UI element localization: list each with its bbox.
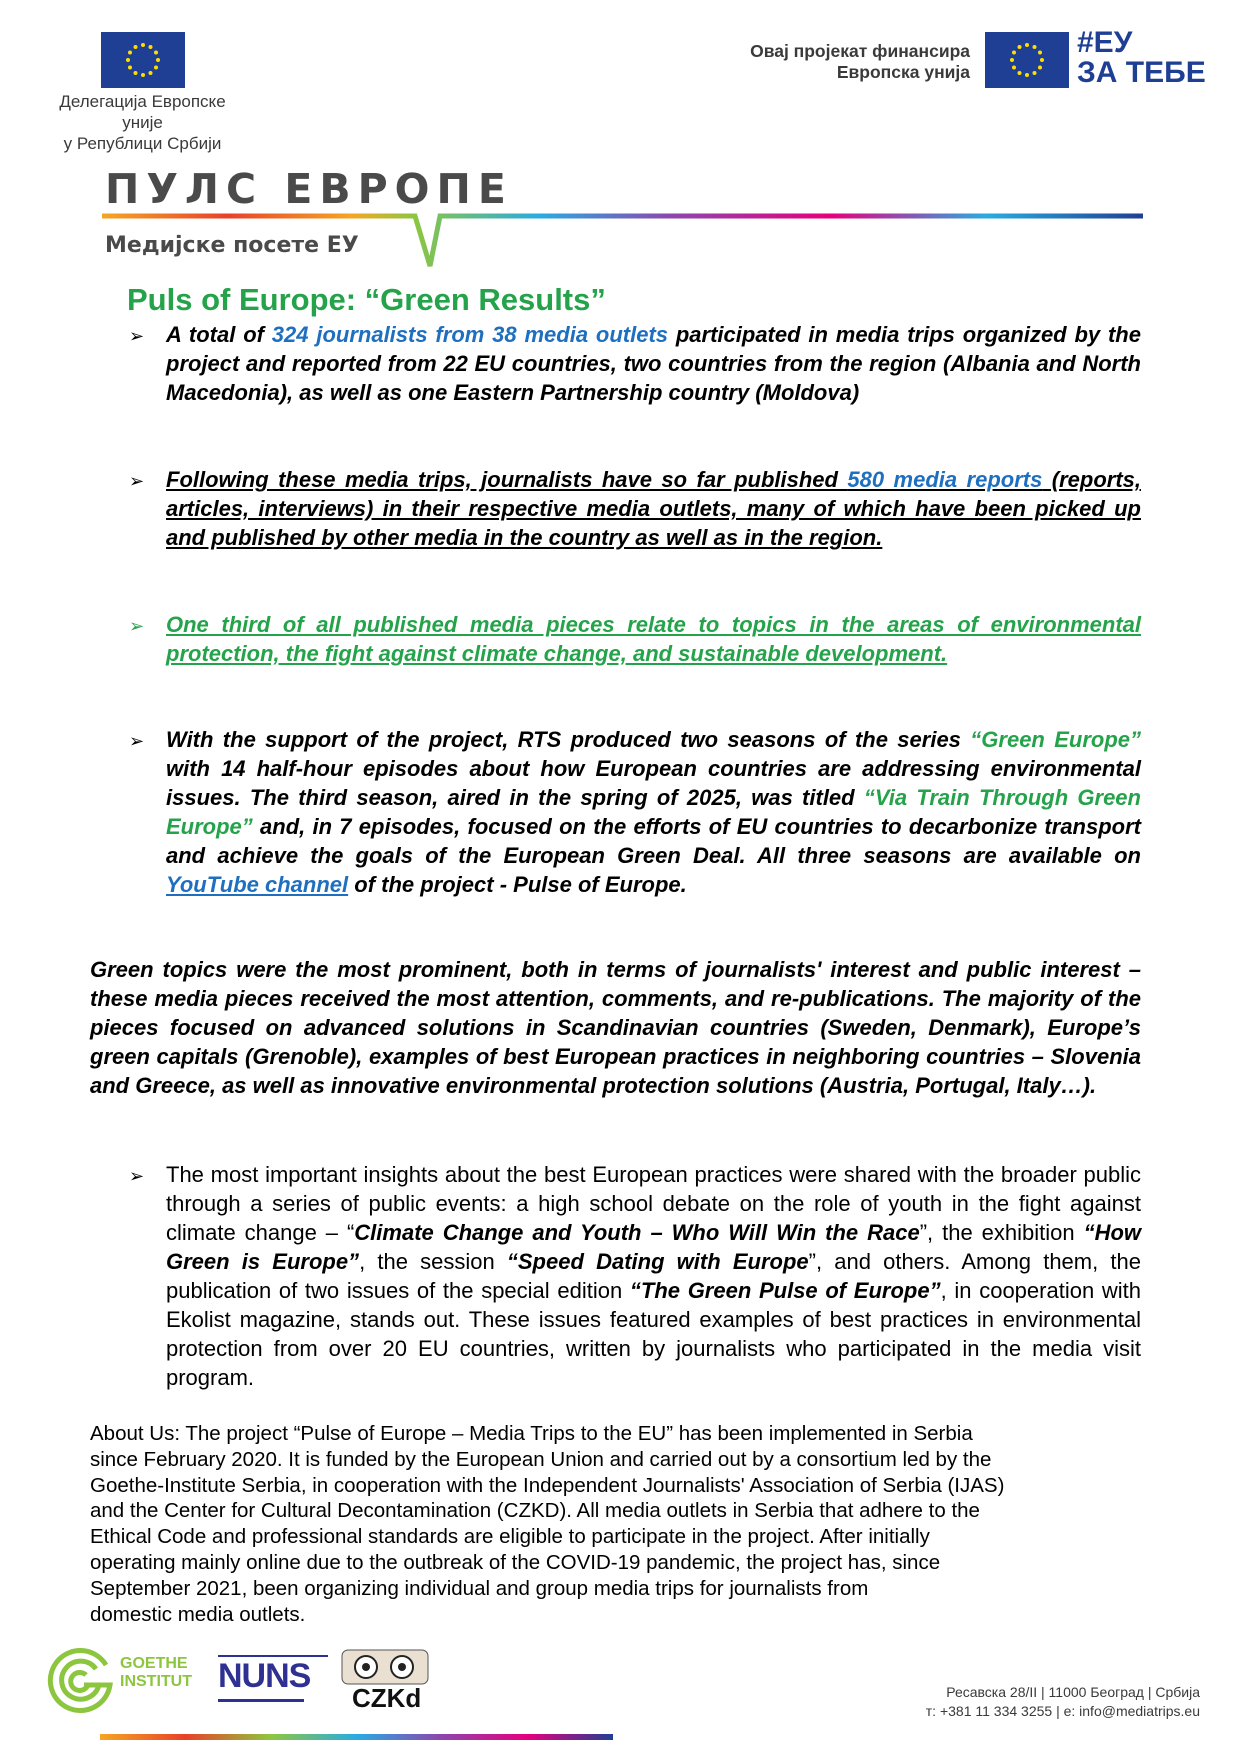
bullet-arrow-icon: ➢ [129,471,145,491]
eu-funding-logo [985,32,1069,88]
goethe-logo-icon [44,1645,116,1717]
eu-flag-icon [985,32,1069,88]
bullet-arrow-icon: ➢ [129,326,145,346]
text-span: participated in media trips organized by the project and reported from 22 EU countries, two countries from the region (Albania and North Macedonia), as well as one Eastern Partnership country (Moldova) [166,322,1141,405]
about-line: Goethe-Institute Serbia, in cooperation with the Independent Journalists' Association of Serbia (IJAS) [90,1473,1005,1497]
text-span: and, in 7 episodes, focused on the efforts of EU countries to decarbonize transport and achieve the goals of the European Green Deal. All three seasons are available on [166,814,1141,868]
eu-for-you-logo [1077,28,1206,88]
footer-color-bar [100,1734,613,1740]
funding-caption-line1: Овај пројекат финансира [750,41,970,61]
footer-contact: т: +381 11 334 3255 | e: info@mediatrips.eu [925,1703,1200,1719]
text-span: ”, the exhibition [919,1220,1084,1245]
about-us [90,1421,1150,1627]
page-title: Puls of Europe: “Green Results” [127,282,606,317]
text-span: , in cooperation with Ekolist magazine, stands out. These issues featured examples of best practices in environmental protection from over 20 EU countries, written by journalists who participated in the media visit program. [166,1278,1141,1390]
text-span: A total of [166,322,272,347]
eu-delegation-caption-line2: у Републици Србији [63,134,222,153]
bullet-journalists [166,320,1141,407]
text-span: The most important insights about the best European practices were shared with the broader public through a series of public events: a high school debate on the role of youth in the fight against climate change – “ [166,1162,1141,1245]
nuns-logo-text: NUNS [218,1657,311,1695]
eu-delegation-caption [40,91,245,154]
bullet-public-events [166,1160,1141,1392]
text-span: , the session [359,1249,507,1274]
green-topics-paragraph: Green topics were the most prominent, both in terms of journalists' interest and public interest – these media pieces received the most attention, comments, and re-publications. The majority of the pieces focused on advanced solutions in Scandinavian countries (Sweden, Denmark), Europe’s green capitals (Grenoble), examples of best European practices in neighboring countries – Slovenia and Greece, as well as innovative environmental protection solutions (Austria, Portugal, Italy…). [90,957,1141,1098]
text-span: (reports, articles, interviews) in their respective media outlets, many of which have been picked up and published by other media in the country as well as in the region. [166,467,1141,550]
text-span: One third of all published media pieces relate to topics in the areas of environmental protection, the fight against climate change, and sustainable development. [166,612,1141,666]
bullet-green-topics [166,610,1141,668]
eu-delegation-logo [101,32,185,88]
eu-delegation-caption-line1: Делегација Европске уније [59,92,226,132]
about-line: September 2021, been organizing individual and group media trips for journalists from [90,1576,869,1600]
text-span: with 14 half-hour episodes about how European countries are addressing environmental issues. The third season, aired in the spring of 2025, was titled [166,756,1141,810]
media-reports-highlight: 580 media reports [847,467,1043,492]
nuns-logo [218,1655,328,1709]
youtube-channel-link[interactable]: YouTube channel [166,872,349,897]
about-line: and the Center for Cultural Decontamination (CZKD). All media outlets in Serbia that adhere to the [90,1499,980,1523]
goethe-line1: GOETHE [120,1655,188,1672]
exhibition-title: “How Green is Europe” [166,1220,1142,1274]
brand-title: ПУЛС ЕВРОПЕ [105,165,513,213]
season-title-highlight: “Via Train Through Green Europe” [166,785,1141,839]
bullet-arrow-icon: ➢ [129,1166,145,1186]
text-span: With the support of the project, RTS produced two seasons of the series [166,727,971,752]
about-line: Ethical Code and professional standards are eligible to participate in the project. After initially [90,1525,930,1549]
footer-address-block [780,1683,1200,1721]
about-line: operating mainly online due to the outbreak of the COVID-19 pandemic, the project has, since [90,1550,941,1574]
hashtag-line2: ЗА ТЕБЕ [1077,56,1206,89]
bullet-media-reports [166,465,1141,552]
about-line: About Us: The project “Pulse of Europe – Media Trips to the EU” has been implemented in Serbia [90,1422,973,1445]
series-title-highlight: “Green Europe” [970,727,1142,752]
czkd-logo-text: CZKd [352,1683,422,1713]
about-line: since February 2020. It is funded by the European Union and carried out by a consortium led by the [90,1447,992,1471]
goethe-line2: INSTITUT [120,1673,192,1690]
journalists-count-highlight: 324 journalists from 38 media outlets [271,322,669,347]
footer-address: Ресавска 28/II | 11000 Београд | Србија [946,1684,1200,1700]
goethe-logo-text [120,1655,192,1691]
bullet-arrow-icon: ➢ [129,616,145,636]
text-span: ”, and others. Among them, the publication of two issues of the special edition [166,1249,1141,1303]
brand-subtitle: Медијске посете ЕУ [105,233,359,258]
funding-caption [700,41,970,83]
hashtag-line1: #ЕУ [1077,26,1133,59]
eu-flag-icon [101,32,185,88]
about-line: domestic media outlets. [90,1602,306,1626]
edition-title: “The Green Pulse of Europe” [629,1278,941,1303]
session-title: “Speed Dating with Europe [506,1249,809,1274]
bullet-rts-series [166,725,1141,899]
funding-caption-line2: Европска унија [836,62,970,82]
bullet-arrow-icon: ➢ [129,731,145,751]
event-title: Climate Change and Youth – Who Will Win the Race [354,1220,920,1245]
text-span: Following these media trips, journalists have so far published [166,467,848,492]
text-span: of the project - Pulse of Europe. [348,872,687,897]
